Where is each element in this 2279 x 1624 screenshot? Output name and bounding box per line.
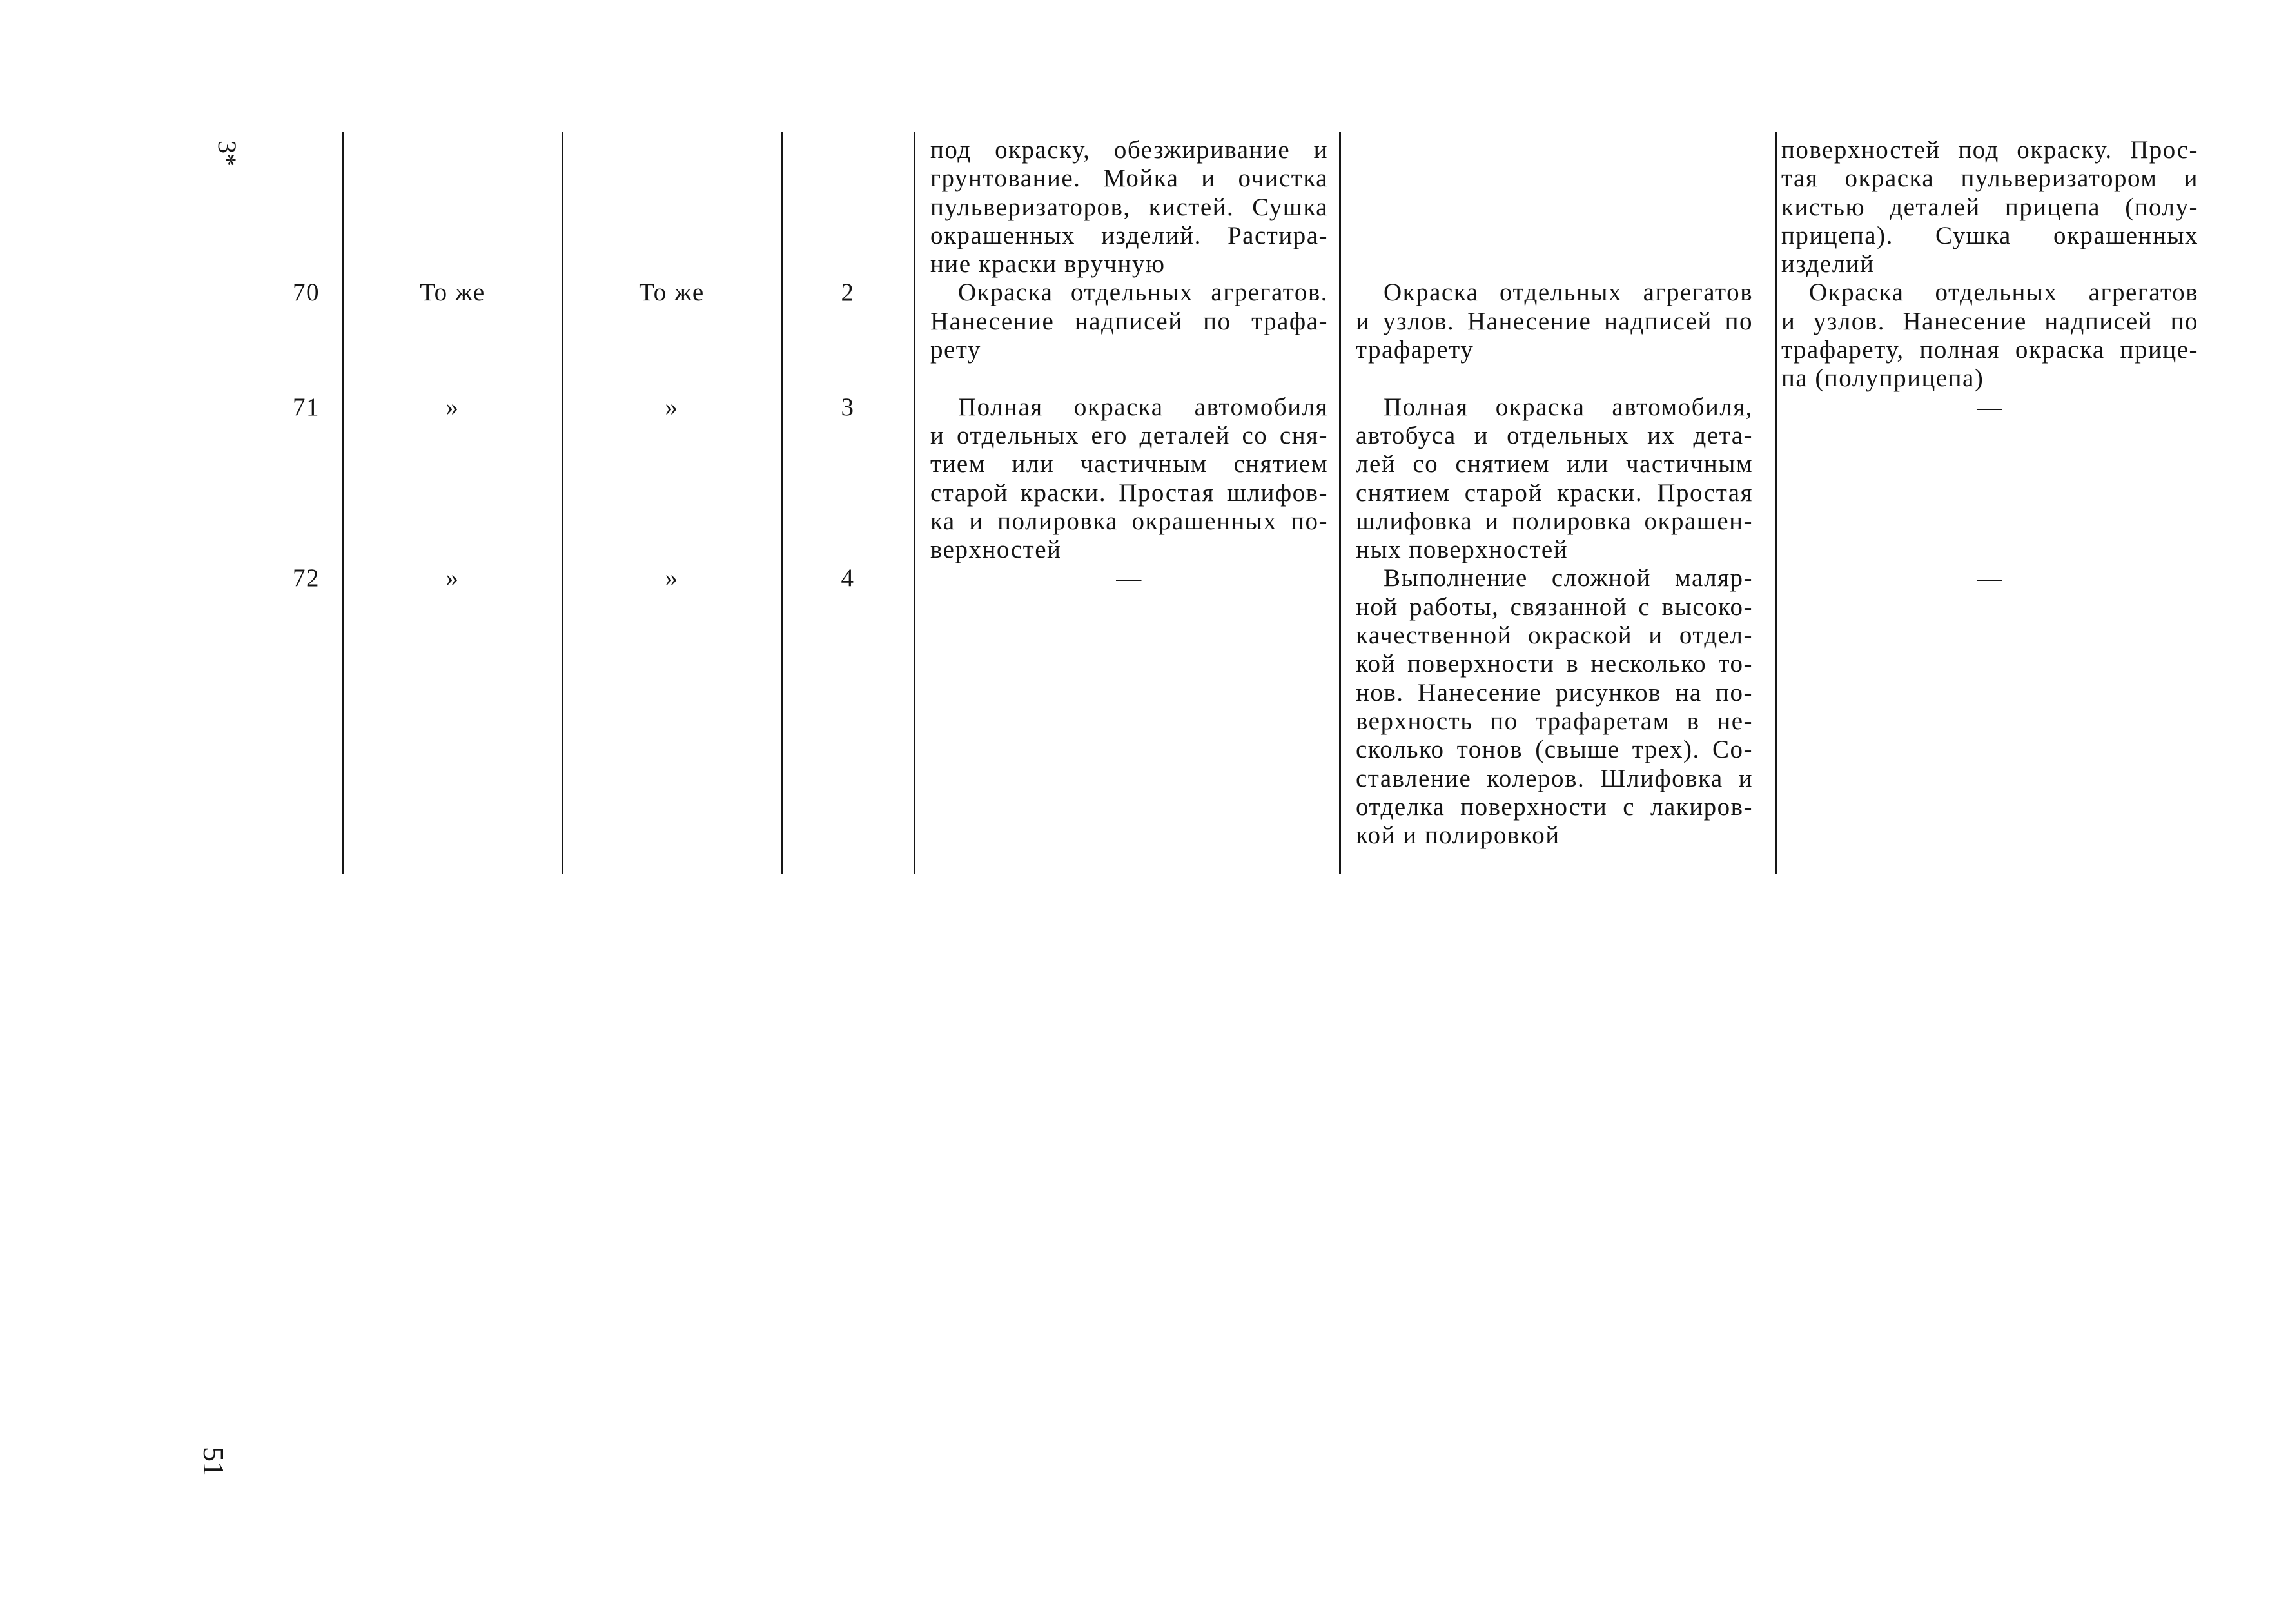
col-6-cell	[1340, 393, 1776, 565]
table-row-continued	[214, 136, 2205, 279]
col-3-content	[562, 564, 781, 592]
cell-paragraph	[1781, 136, 2198, 279]
cell-paragraph	[1356, 564, 1753, 850]
col-7-content	[1776, 393, 2205, 422]
text-line: трафарету	[1356, 336, 1474, 364]
text-line: изделий	[1781, 250, 1875, 279]
text-line: прицепа). Сушка окрашенных	[1781, 221, 2198, 249]
table-body	[214, 136, 2205, 850]
cell-paragraph	[1356, 279, 1753, 364]
text-line: качественной окраской и отдел-	[1356, 621, 1753, 650]
col-3-text: То же	[639, 279, 705, 307]
cell-paragraph	[930, 393, 1328, 565]
col-5-cell	[914, 393, 1340, 565]
col-7-content	[1776, 279, 2205, 393]
row-number-cell	[214, 136, 343, 279]
text-line: Полная окраска автомобиля	[958, 393, 1328, 421]
col-7-cell	[1776, 279, 2205, 393]
text-line: автобуса и отдельных их дета-	[1356, 421, 1753, 449]
text-line: кой и полировкой	[1356, 821, 1560, 850]
text-line: кой поверхности в несколько то-	[1356, 650, 1753, 678]
col-2-text: »	[445, 393, 460, 421]
text-line: верхностей	[930, 536, 1062, 564]
col-4-cell	[781, 279, 914, 393]
col-5-cell	[914, 136, 1340, 279]
text-line: и узлов. Нанесение надписей по	[1356, 307, 1753, 335]
text-line: Окраска отдельных агрегатов.	[958, 279, 1328, 307]
col-6-cell	[1340, 136, 1776, 279]
col-4-cell	[781, 136, 914, 279]
text-line: верхность по трафаретам в не-	[1356, 707, 1753, 735]
col-5-content	[914, 564, 1340, 592]
text-line: нов. Нанесение рисунков на по-	[1356, 678, 1753, 707]
row-number-text: 72	[293, 564, 320, 592]
col-2-content	[343, 393, 562, 422]
text-line: поверхностей под окраску. Прос-	[1781, 136, 2198, 164]
text-line: ние краски вручную	[930, 250, 1166, 279]
col-7-cell	[1776, 136, 2205, 279]
text-line: и отдельных его деталей со сня-	[930, 421, 1328, 449]
col-4-text: 3	[841, 393, 855, 421]
row-number-cell	[214, 279, 343, 393]
text-line: ставление колеров. Шлифовка и	[1356, 764, 1753, 792]
cell-paragraph	[1781, 564, 2198, 592]
col-6-content	[1340, 564, 1776, 850]
table-row-71	[214, 393, 2205, 565]
col-3-cell	[562, 279, 781, 393]
text-line: отделка поверхности с лакиров-	[1356, 792, 1753, 821]
table-row-72	[214, 564, 2205, 850]
text-line: тием или частичным снятием	[930, 450, 1328, 478]
col-3-content	[562, 393, 781, 422]
row-number-cell	[214, 564, 343, 850]
table-row-70	[214, 279, 2205, 393]
text-line: шлифовка и полировка окрашен-	[1356, 507, 1753, 535]
col-2-content	[343, 279, 562, 307]
col-4-content	[781, 564, 914, 592]
text-line: Нанесение надписей по трафа-	[930, 307, 1328, 335]
text-line: кистью деталей прицепа (полу-	[1781, 193, 2198, 221]
row-number-text: 70	[293, 279, 320, 307]
text-line: и узлов. Нанесение надписей по	[1781, 307, 2198, 335]
col-3-content	[562, 279, 781, 307]
text-line: ных поверхностей	[1356, 536, 1569, 564]
cell-paragraph	[1781, 393, 2198, 422]
row-number-content	[214, 279, 343, 307]
row-number-content	[214, 393, 343, 422]
cell-paragraph	[930, 564, 1328, 592]
text-line: Окраска отдельных агрегатов	[1384, 279, 1753, 307]
col-6-cell	[1340, 279, 1776, 393]
text-line: Окраска отдельных агрегатов	[1809, 279, 2198, 307]
page-number: 51	[197, 1447, 230, 1476]
col-3-text: »	[665, 564, 679, 592]
text-line: Выполнение сложной маляр-	[1384, 564, 1753, 592]
text-line: снятием старой краски. Простая	[1356, 478, 1753, 507]
text-line: окрашенных изделий. Растира-	[930, 221, 1328, 249]
text-line: тая окраска пульверизатором и	[1781, 164, 2198, 193]
text-line: ной работы, связанной с высоко-	[1356, 592, 1753, 621]
col-5-content	[914, 279, 1340, 364]
data-table	[214, 136, 2205, 850]
empty-dash: —	[1116, 564, 1142, 592]
text-line: грунтование. Мойка и очистка	[930, 164, 1328, 193]
col-5-content	[914, 136, 1340, 279]
text-line: лей со снятием или частичным	[1356, 450, 1753, 478]
col-7-cell	[1776, 564, 2205, 850]
empty-dash: —	[1977, 564, 2003, 592]
col-2-cell	[343, 136, 562, 279]
col-4-text: 2	[841, 279, 855, 307]
col-4-text: 4	[841, 564, 855, 592]
col-2-cell	[343, 564, 562, 850]
col-5-content	[914, 393, 1340, 565]
col-2-cell	[343, 393, 562, 565]
cell-paragraph	[930, 279, 1328, 364]
text-line: ка и полировка окрашенных по-	[930, 507, 1328, 535]
col-7-content	[1776, 136, 2205, 279]
cell-paragraph	[1781, 279, 2198, 393]
row-number-content	[214, 564, 343, 592]
text-line: па (полуприцепа)	[1781, 364, 1984, 393]
col-6-content	[1340, 393, 1776, 565]
col-4-content	[781, 279, 914, 307]
col-6-cell	[1340, 564, 1776, 850]
col-4-content	[781, 393, 914, 422]
col-3-cell	[562, 564, 781, 850]
col-2-text: »	[445, 564, 460, 592]
col-4-cell	[781, 393, 914, 565]
text-line: старой краски. Простая шлифов-	[930, 478, 1328, 507]
col-7-cell	[1776, 393, 2205, 565]
empty-dash: —	[1977, 393, 2003, 421]
col-7-content	[1776, 564, 2205, 592]
cell-paragraph	[930, 136, 1328, 279]
signature-mark: 3*	[213, 141, 242, 166]
cell-paragraph	[1356, 393, 1753, 565]
text-line: под окраску, обезжиривание и	[930, 136, 1328, 164]
col-4-cell	[781, 564, 914, 850]
col-2-text: То же	[420, 279, 485, 307]
col-2-cell	[343, 279, 562, 393]
col-6-content	[1340, 279, 1776, 364]
row-number-cell	[214, 393, 343, 565]
row-number-text: 71	[293, 393, 320, 421]
col-3-text: »	[665, 393, 679, 421]
col-5-cell	[914, 279, 1340, 393]
text-line: сколько тонов (свыше трех). Со-	[1356, 736, 1753, 764]
text-line: трафарету, полная окраска прице-	[1781, 336, 2198, 364]
col-3-cell	[562, 136, 781, 279]
text-line: Полная окраска автомобиля,	[1384, 393, 1753, 421]
col-2-content	[343, 564, 562, 592]
text-line: рету	[930, 336, 981, 364]
text-line: пульверизаторов, кистей. Сушка	[930, 193, 1328, 221]
col-5-cell	[914, 564, 1340, 850]
col-3-cell	[562, 393, 781, 565]
